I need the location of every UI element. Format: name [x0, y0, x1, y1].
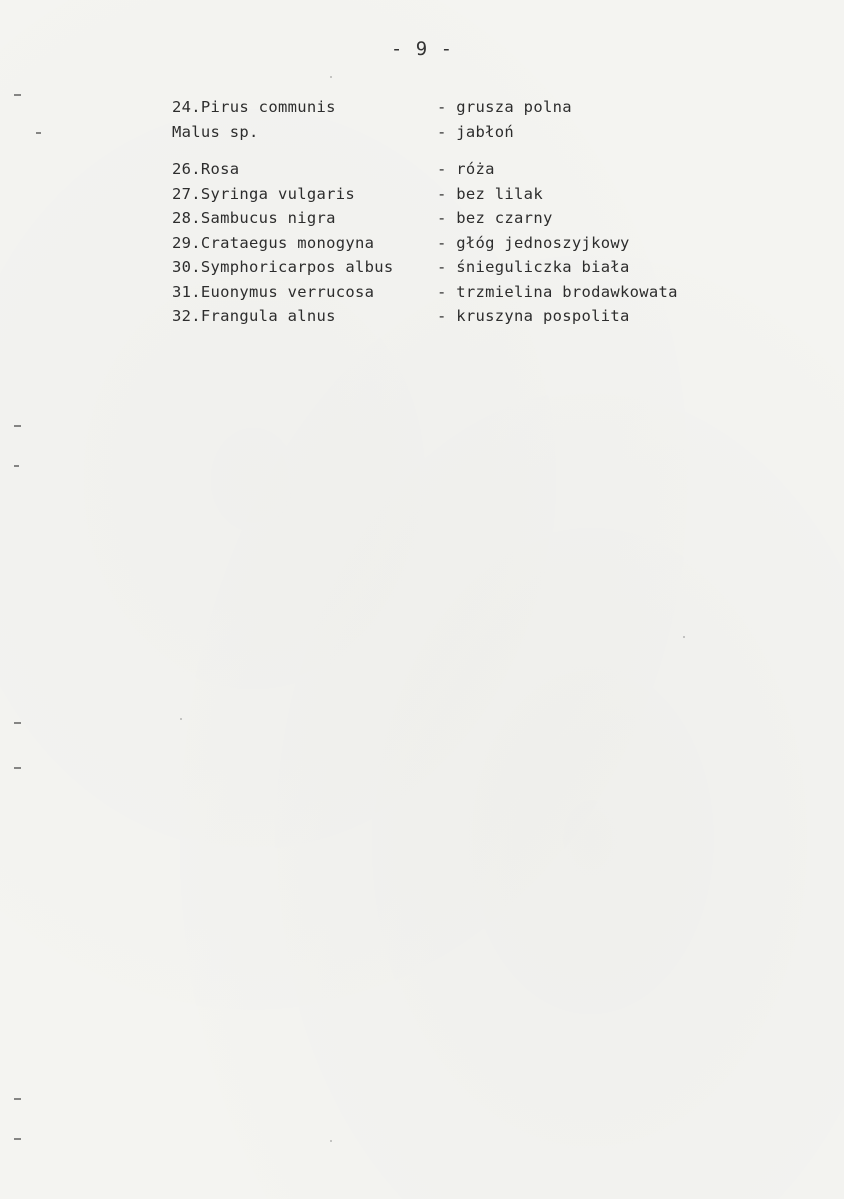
latin-name: Malus sp.: [172, 122, 259, 141]
scan-mark: [14, 94, 21, 96]
scan-speck: [330, 76, 332, 78]
scan-speck: [180, 718, 182, 720]
scan-speck: [683, 636, 685, 638]
scan-mark: [14, 722, 21, 724]
list-item: [172, 234, 732, 259]
scan-mark: [14, 767, 21, 769]
latin-name: 30.Symphoricarpos albus: [172, 258, 394, 276]
polish-name: - grusza polna: [437, 98, 572, 116]
scan-mark: [36, 132, 41, 134]
polish-name: - trzmielina brodawkowata: [437, 282, 678, 301]
list-item: [172, 283, 732, 308]
scan-mark: [14, 425, 21, 427]
list-item: [172, 160, 732, 185]
list-item: [172, 258, 732, 283]
list-item: [172, 209, 732, 234]
latin-name: 28.Sambucus nigra: [172, 209, 336, 227]
polish-name: - bez czarny: [437, 209, 553, 227]
latin-name: 32.Frangula alnus: [172, 307, 336, 325]
polish-name: - głóg jednoszyjkowy: [437, 233, 630, 252]
latin-name: 27.Syringa vulgaris: [172, 184, 356, 203]
species-list: [172, 98, 732, 332]
scan-speck: [330, 1140, 332, 1142]
scan-mark: [14, 465, 19, 467]
page-number: - 9 -: [390, 38, 454, 60]
latin-name: 26.Rosa: [172, 160, 240, 178]
polish-name: - śnieguliczka biała: [437, 258, 630, 276]
latin-name: 29.Crataegus monogyna: [172, 233, 375, 252]
list-item: [172, 185, 732, 210]
polish-name: - bez lilak: [437, 184, 543, 203]
scan-mark: [14, 1138, 21, 1140]
polish-name: - kruszyna pospolita: [437, 307, 630, 325]
list-item: [172, 98, 732, 123]
list-item: [172, 123, 732, 148]
polish-name: - róża: [437, 160, 495, 178]
polish-name: - jabłoń: [437, 122, 515, 141]
scan-mark: [14, 1098, 21, 1100]
list-item: [172, 307, 732, 332]
latin-name: 24.Pirus communis: [172, 98, 336, 116]
latin-name: 31.Euonymus verrucosa: [172, 282, 375, 301]
